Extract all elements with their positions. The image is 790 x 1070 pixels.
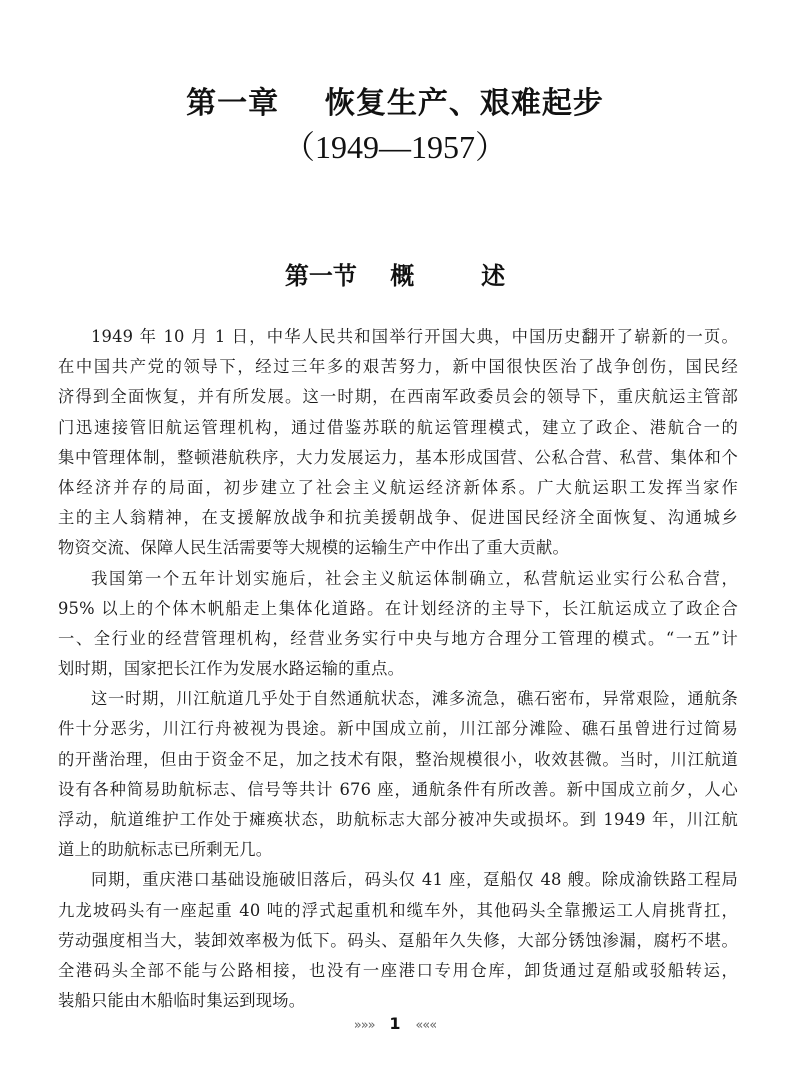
paragraph-line: 全港码头全部不能与公路相接，也没有一座港口专用仓库，卸货通过趸船或驳船转运， bbox=[58, 960, 738, 980]
paragraph-line: 这一时期，川江航道几乎处于自然通航状态，滩多流急，礁石密布，异常艰险，通航条 bbox=[91, 689, 738, 709]
paragraph-line: 95% 以上的个体木帆船走上集体化道路。在计划经济的主导下，长江航运成立了政企合 bbox=[58, 598, 738, 618]
chapter-title: 第一章 恢复生产、艰难起步 bbox=[186, 86, 604, 121]
paragraph-line: 体经济并存的局面，初步建立了社会主义航运经济新体系。广大航运职工发挥当家作 bbox=[58, 477, 738, 497]
paragraph-line: 在中国共产党的领导下，经过三年多的艰苦努力，新中国很快医治了战争创伤，国民经 bbox=[58, 357, 738, 377]
paragraph-line: 设有各种简易助航标志、信号等共计 676 座，通航条件有所改善。新中国成立前夕，人心 bbox=[58, 779, 738, 799]
paragraph-line: 劳动强度相当大，装卸效率极为低下。码头、趸船年久失修，大部分锈蚀渗漏，腐朽不堪。 bbox=[58, 930, 738, 950]
paragraph-line: 同期，重庆港口基础设施破旧落后，码头仅 41 座，趸船仅 48 艘。除成渝铁路工程局 bbox=[91, 870, 738, 890]
paragraph-line: 我国第一个五年计划实施后，社会主义航运体制确立，私营航运业实行公私合营， bbox=[91, 568, 738, 588]
paragraph-line: 件十分恶劣，川江行舟被视为畏途。新中国成立前，川江部分滩险、礁石虽曾进行过简易 bbox=[58, 719, 738, 739]
paragraph-line: 门迅速接管旧航运管理机构，通过借鉴苏联的航运管理模式，建立了政企、港航合一的 bbox=[58, 417, 738, 437]
section-title: 第一节 概 述 bbox=[284, 262, 506, 290]
paragraph-line: 浮动，航道维护工作处于瘫痪状态，助航标志大部分被冲失或损坏。到 1949 年，川江航 bbox=[58, 810, 738, 829]
paragraph-line: 济得到全面恢复，并有所发展。这一时期，在西南军政委员会的领导下，重庆航运主管部 bbox=[58, 387, 738, 407]
paragraph-line: 1949 年 10 月 1 日，中华人民共和国举行开国大典，中国历史翻开了崭新的一页。 bbox=[91, 327, 738, 346]
paragraph-line: 装船只能由木船临时集运到现场。 bbox=[58, 991, 306, 1011]
paragraph-line: 一、全行业的经营管理机构，经营业务实行中央与地方合理分工管理的模式。“一五”计 bbox=[58, 628, 738, 648]
chapter-years: （1949—1957） bbox=[282, 129, 507, 165]
footer-left-arrows: »»» bbox=[353, 1018, 375, 1033]
page-number: 1 bbox=[389, 1014, 401, 1033]
paragraph-line: 的开凿治理，但由于资金不足，加之技术有限，整治规模很小，收效甚微。当时，川江航道 bbox=[58, 749, 738, 769]
paragraph-line: 物资交流、保障人民生活需要等大规模的运输生产中作出了重大贡献。 bbox=[58, 538, 569, 558]
paragraph-line: 集中管理体制，整顿港航秩序，大力发展运力，基本形成国营、公私合营、私营、集体和个 bbox=[58, 447, 738, 467]
paragraph-line: 道上的助航标志已所剩无几。 bbox=[58, 840, 273, 860]
body-text bbox=[58, 322, 738, 1016]
paragraph-line: 九龙坡码头有一座起重 40 吨的浮式起重机和缆车外，其他码头全靠搬运工人肩挑背扛， bbox=[58, 900, 738, 920]
footer-right-arrows: ««« bbox=[415, 1018, 437, 1033]
paragraph-line: 主的主人翁精神，在支援解放战争和抗美援朝战争、促进国民经济全面恢复、沟通城乡 bbox=[58, 508, 738, 528]
page-footer bbox=[0, 1014, 790, 1033]
paragraph-line: 划时期，国家把长江作为发展水路运输的重点。 bbox=[58, 659, 405, 679]
